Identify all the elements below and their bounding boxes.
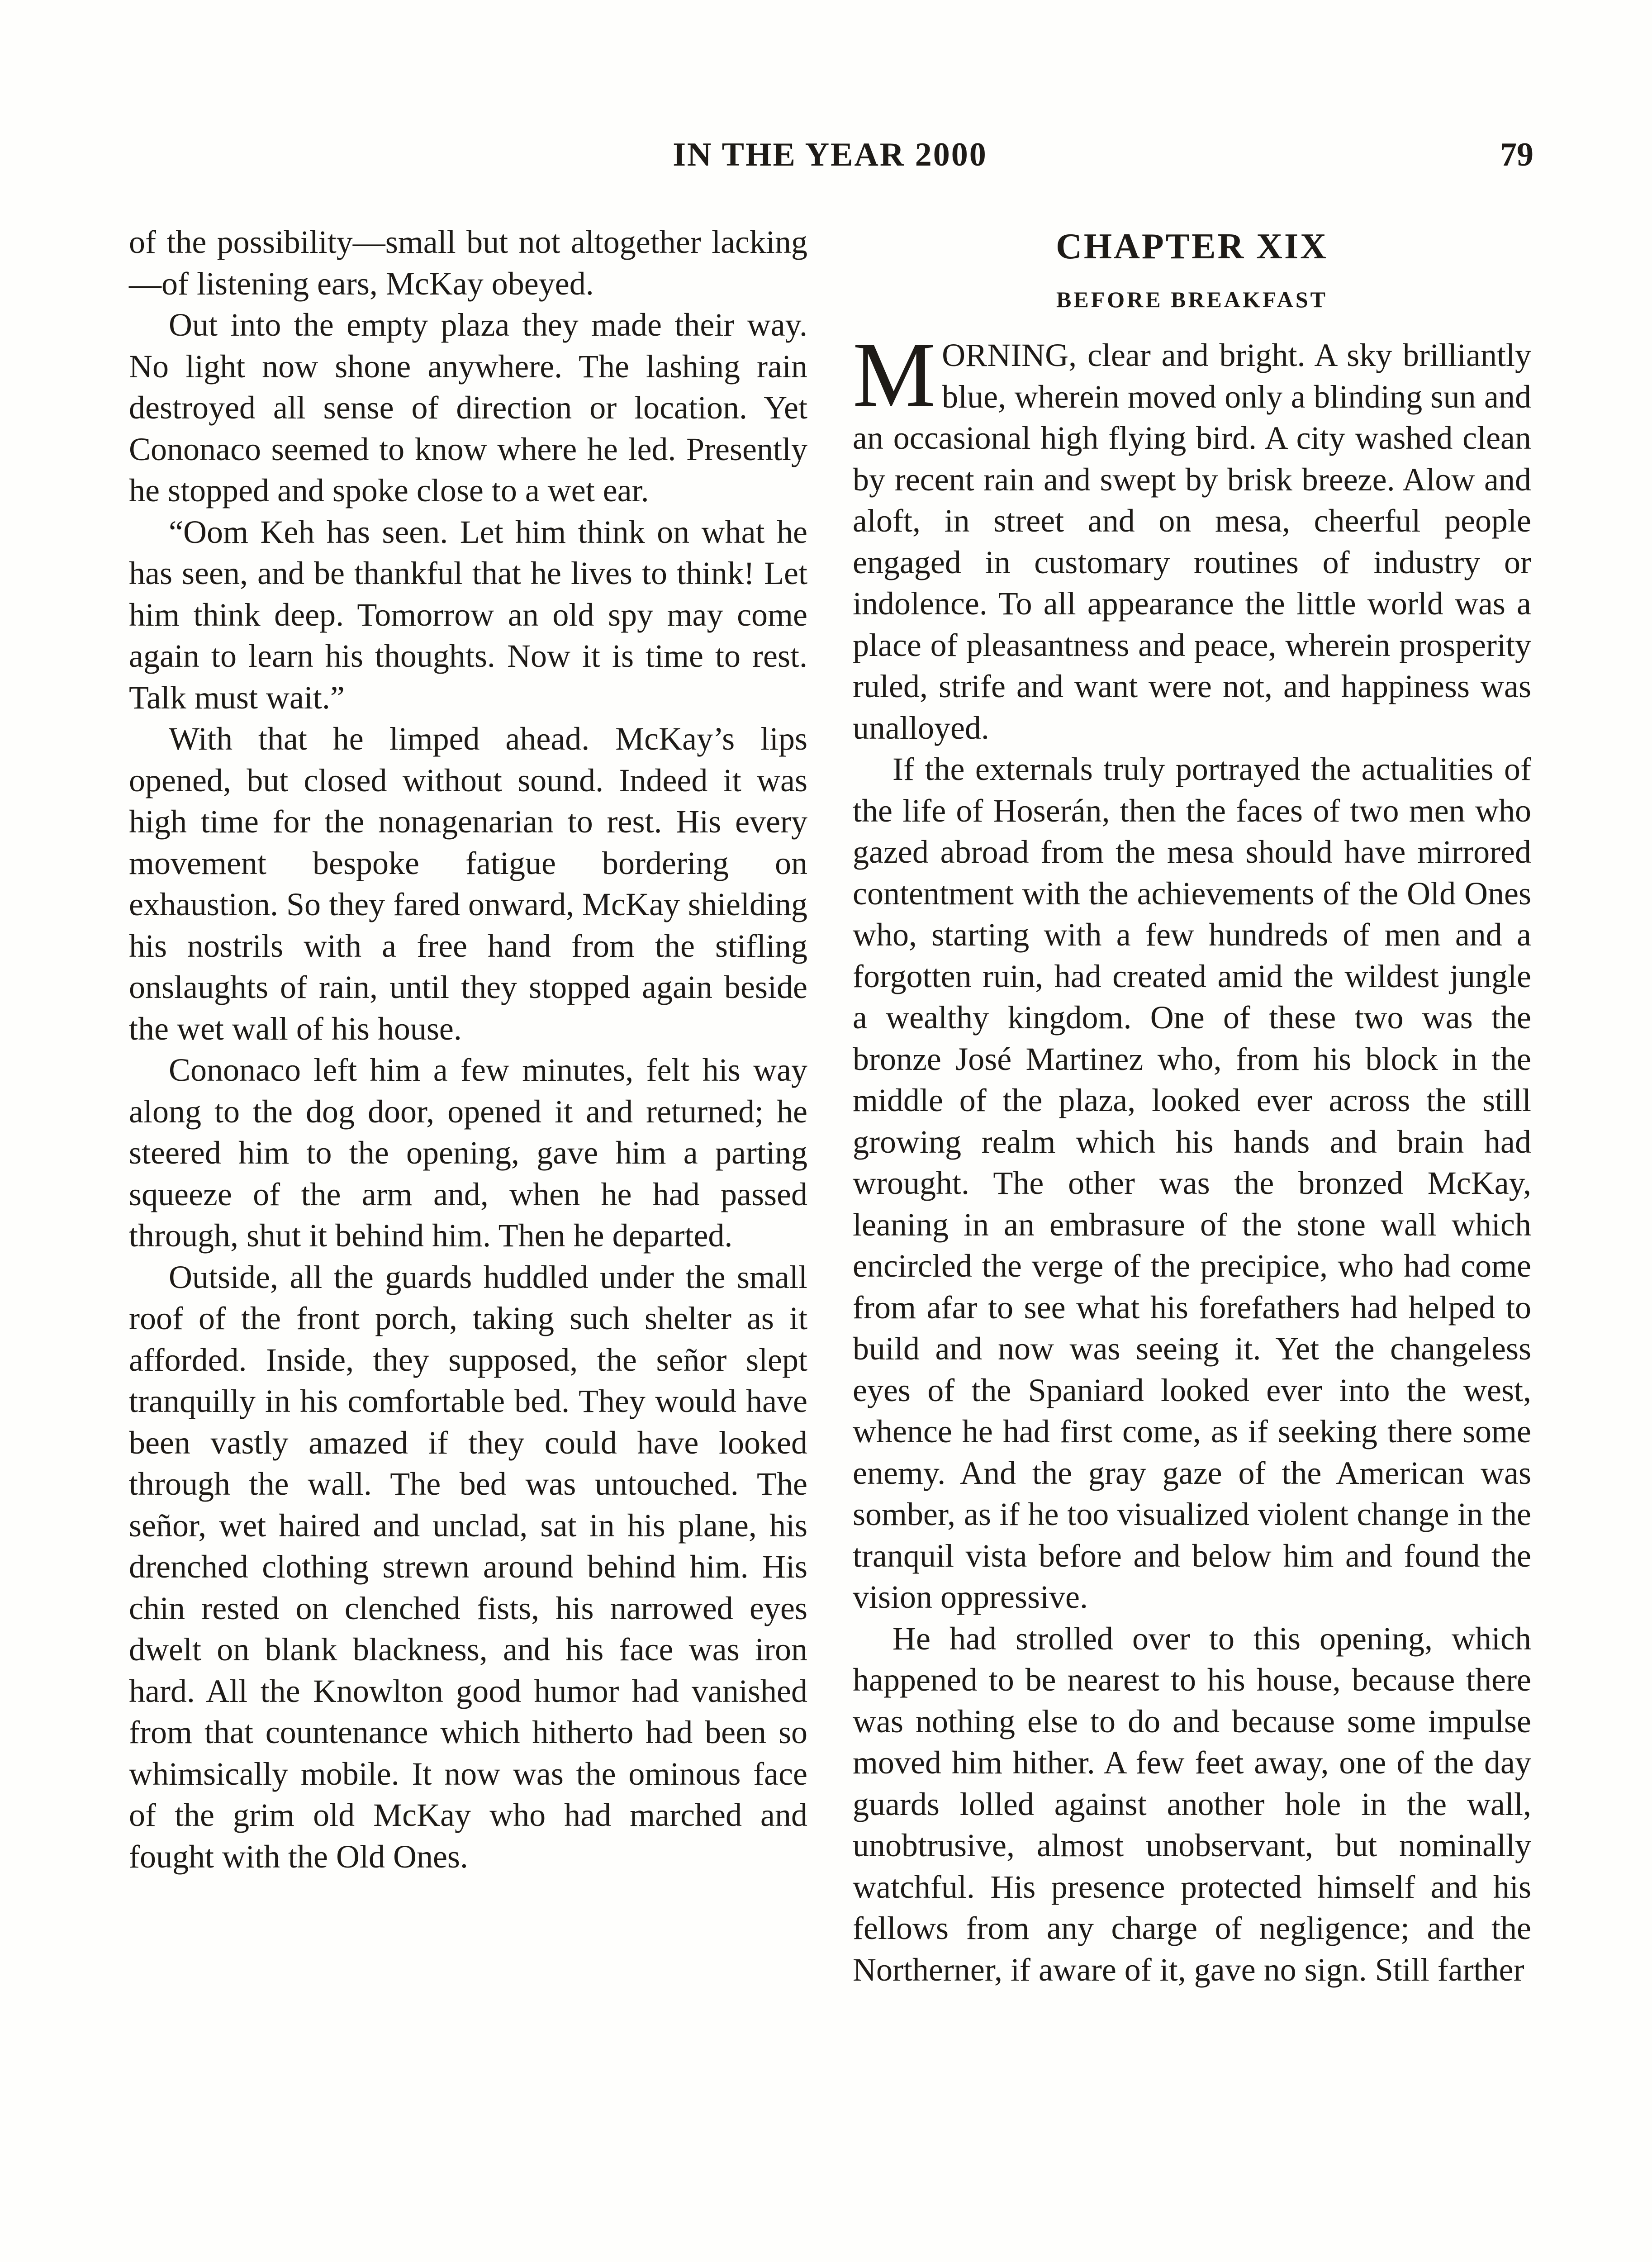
right-column <box>853 222 1531 1991</box>
right-paragraph-1 <box>853 323 1531 749</box>
left-paragraph-5: Cononaco left him a few minutes, felt his way along to the dog door, opened it and returned; he steered him to the opening, gave him a parting squeeze of the arm and, when he had passed through, shut it behind him. Then he departed. <box>129 1052 807 1254</box>
drop-cap: M <box>853 323 936 426</box>
left-paragraph-4: With that he limped ahead. McKay’s lips opened, but closed without sound. Indeed it was high time for the nonagenarian to rest. His every movement bespoke fatigue bordering on exhaustion. So they fared onward, McKay shielding his nostrils with a free hand from the stifling onslaughts of rain, until they stopped again beside the wet wall of his house. <box>129 721 807 1047</box>
lead-word: ORNING, <box>942 337 1077 373</box>
left-paragraph-2: Out into the empty plaza they made their way. No light now shone anywhere. The lashing rain destroyed all sense of direction or location. Yet Cononaco seemed to know where he led. Presently he stopped and spoke close to a wet ear. <box>129 307 807 508</box>
running-title: IN THE YEAR 2000 <box>673 136 987 173</box>
right-paragraph-2: If the externals truly portrayed the actualities of the life of Hoserán, then the faces of two men who gazed abroad from the mesa should have mirrored contentment with the achievements of the Old Ones who, starting with a few hundreds of men and a forgotten ruin, had created amid the wildest jungle a wealthy kingdom. One of these two was the bronze José Martinez who, from his block in the middle of the plaza, looked ever across the still growing realm which his hands and brain had wrought. The other was the bronzed McKay, leaning in an embrasure of the stone wall which encircled the verge of the precipice, who had come from afar to see what his forefathers had helped to build and now was seeing it. Yet the changeless eyes of the Spaniard looked ever into the west, whence he had first come, as if seeking there some enemy. And the gray gaze of the American was somber, as if he too visualized violent change in the tranquil vista before and below him and found the vision oppressive. <box>853 751 1531 1615</box>
first-paragraph-text: clear and bright. A sky brilliantly blue, wherein moved only a blinding sun and an occasional high flying bird. A city washed clean by recent rain and swept by brisk breeze. Alow and aloft, in street and on mesa, cheerful people engaged in customary routines of industry or indolence. To all appearance the little world was a place of pleasantness and peace, wherein prosperity ruled, strife and want were not, and happiness was unalloyed. <box>853 337 1531 746</box>
left-column <box>129 222 807 1877</box>
left-paragraph-3: “Oom Keh has seen. Let him think on what he has seen, and be thankful that he lives to think! Let him think deep. Tomorrow an old spy may come again to learn his thoughts. Now it is time to rest. Talk must wait.” <box>129 513 807 716</box>
left-paragraph-1: of the possibility—small but not altogether lacking—of listening ears, McKay obeyed. <box>129 224 807 302</box>
left-paragraph-6: Outside, all the guards huddled under the small roof of the front porch, taking such shelter as it afforded. Inside, they supposed, the señor slept tranquilly in his comfortable bed. They would have been vastly amazed if they could have looked through the wall. The bed was untouched. The señor, wet haired and unclad, sat in his plane, his drenched clothing strewn around behind him. His chin rested on clenched fists, his narrowed eyes dwelt on blank blackness, and his face was iron hard. All the Knowlton good humor had vanished from that countenance which hitherto had been so whimsically mobile. It now was the ominous face of the grim old McKay who had marched and fought with the Old Ones. <box>129 1259 807 1875</box>
running-head <box>127 136 1533 185</box>
right-paragraph-3: He had strolled over to this opening, which happened to be nearest to his house, because there was nothing else to do and because some impulse moved him hither. A few feet away, one of the day guards lolled against another hole in the wall, unobtrusive, almost unobservant, but nominally watchful. His presence protected himself and his fellows from any charge of negligence; and the Northerner, if aware of it, gave no sign. Still farther <box>853 1620 1531 1988</box>
chapter-subtitle: BEFORE BREAKFAST <box>1056 287 1328 312</box>
page-number: 79 <box>1500 136 1533 173</box>
chapter-heading: CHAPTER XIX <box>1056 227 1328 266</box>
